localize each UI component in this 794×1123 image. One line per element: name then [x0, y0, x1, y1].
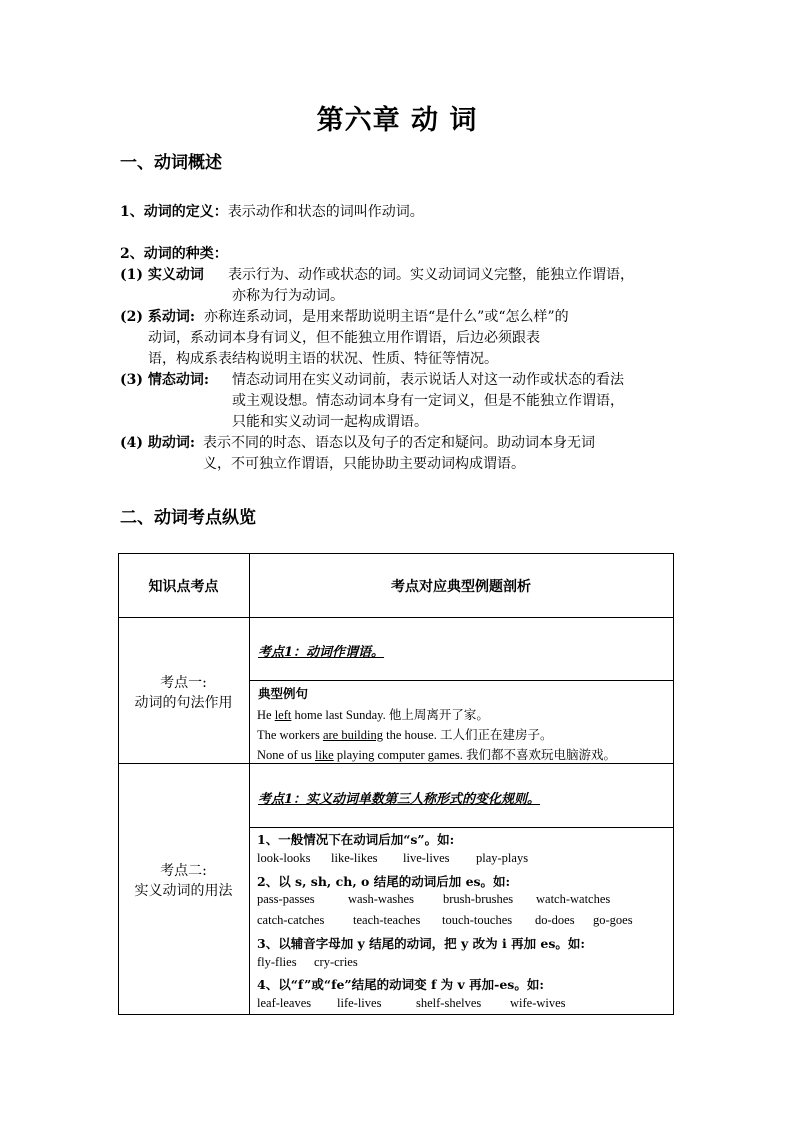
table-border-left — [118, 553, 119, 1015]
example-word: cry-cries — [314, 955, 358, 969]
table-header-knowledge-point: 知识点考点 — [148, 579, 219, 595]
example-word: go-goes — [593, 913, 633, 927]
type2-text-line1: 亦称连系动词，是用来帮助说明主语“是什么”或“怎么样”的 — [204, 309, 569, 325]
types-label: 2、动词的种类： — [120, 246, 228, 262]
row1-exam-point: 考点1：动词作谓语。 — [258, 645, 385, 660]
row2-point-title: 实义动词的用法 — [134, 883, 233, 899]
example-word: like-likes — [331, 851, 378, 865]
example-word: look-looks — [257, 851, 311, 865]
ex2-pre: The workers — [257, 728, 323, 742]
example-word: play-plays — [476, 851, 529, 865]
example-word: wash-washes — [348, 892, 414, 906]
ex2-post: the house. 工人们正在建房子。 — [383, 728, 553, 742]
row1-example-1 — [257, 705, 489, 723]
example-word: catch-catches — [257, 913, 325, 927]
type3-text-line3: 只能和实义动词一起构成谓语。 — [232, 414, 428, 430]
row1-inner-divider — [249, 680, 674, 681]
example-word: pass-passes — [257, 892, 315, 906]
example-word: watch-watches — [536, 892, 611, 906]
row1-example-3 — [257, 745, 616, 763]
definition-text: 表示动作和状态的词叫作动词。 — [227, 204, 424, 220]
type4-text-line2: 义，不可独立作谓语，只能协助主要动词构成谓语。 — [203, 456, 525, 472]
row2-inner-divider — [249, 827, 674, 828]
ex3-pre: None of us — [257, 748, 315, 762]
ex2-verb: are building — [322, 728, 384, 742]
example-word: brush-brushes — [443, 892, 514, 906]
type3-label: (3) 情态动词: — [120, 372, 210, 388]
row1-point-title: 动词的句法作用 — [134, 695, 233, 711]
example-word: live-lives — [403, 851, 450, 865]
example-word: shelf-shelves — [416, 996, 482, 1010]
type3-text-line1: 情态动词用在实义动词前，表示说话人对这一动作或状态的看法 — [232, 372, 624, 388]
row2-point-label: 考点二: — [160, 863, 207, 879]
rule-4: 4、以“f”或“fe”结尾的动词变 f 为 v 再加-es。如: — [257, 977, 544, 992]
row-divider — [118, 763, 674, 764]
ex1-post: home last Sunday. 他上周离开了家。 — [291, 708, 489, 722]
table-border-right — [673, 553, 674, 1015]
table-border-top — [118, 553, 674, 554]
ex1-pre: He — [257, 708, 275, 722]
row1-point-label: 考点一: — [160, 675, 207, 691]
type4-text-line1: 表示不同的时态、语态以及句子的否定和疑问。助动词本身无词 — [203, 435, 595, 451]
type2-label: (2) 系动词: — [120, 309, 196, 325]
example-word: touch-touches — [442, 913, 513, 927]
row1-example-2 — [257, 725, 552, 743]
ex1-verb: left — [274, 708, 292, 722]
table-header-analysis: 考点对应典型例题剖析 — [391, 579, 531, 595]
type2-text-line2: 动词，系动词本身有词义，但不能独立用作谓语，后边必须跟表 — [148, 330, 540, 346]
example-word: teach-teaches — [353, 913, 421, 927]
rule-1: 1、一般情况下在动词后加“s”。如: — [257, 832, 455, 847]
ex3-post: playing computer games. 我们都不喜欢玩电脑游戏。 — [333, 748, 616, 762]
rule-2: 2、以 s, sh, ch, o 结尾的动词后加 es。如: — [257, 874, 511, 889]
example-word: life-lives — [337, 996, 382, 1010]
example-word: wife-wives — [510, 996, 566, 1010]
type3-text-line2: 或主观设想。情态动词本身有一定词义，但是不能独立作谓语， — [232, 393, 624, 409]
type4-label: (4) 助动词: — [120, 435, 196, 451]
example-word: leaf-leaves — [257, 996, 312, 1010]
definition-label: 1、动词的定义： — [120, 204, 228, 220]
ex3-verb: like — [314, 748, 334, 762]
type1-text-line2: 亦称为行为动词。 — [232, 288, 344, 304]
page-title: 第六章 动 词 — [316, 105, 478, 136]
rule-3: 3、以辅音字母加 y 结尾的动词，把 y 改为 i 再加 es。如: — [257, 936, 586, 951]
type1-label: (1) 实义动词 — [120, 267, 204, 283]
table-border-bottom — [118, 1014, 674, 1015]
section-heading-exam-points: 二、动词考点纵览 — [120, 508, 256, 528]
example-word: do-does — [535, 913, 575, 927]
type1-text-line1: 表示行为、动作或状态的词。实义动词词义完整，能独立作谓语， — [228, 267, 634, 283]
row2-exam-point: 考点1：实义动词单数第三人称形式的变化规则。 — [258, 792, 541, 807]
example-word: fly-flies — [257, 955, 297, 969]
definition-line — [120, 201, 424, 221]
table-header-divider — [118, 617, 674, 618]
row1-example-title: 典型例句 — [258, 686, 309, 701]
type2-text-line3: 语，构成系表结构说明主语的状况、性质、特征等情况。 — [148, 351, 498, 367]
table-column-divider — [249, 553, 250, 1015]
section-heading-overview: 一、动词概述 — [120, 153, 222, 173]
